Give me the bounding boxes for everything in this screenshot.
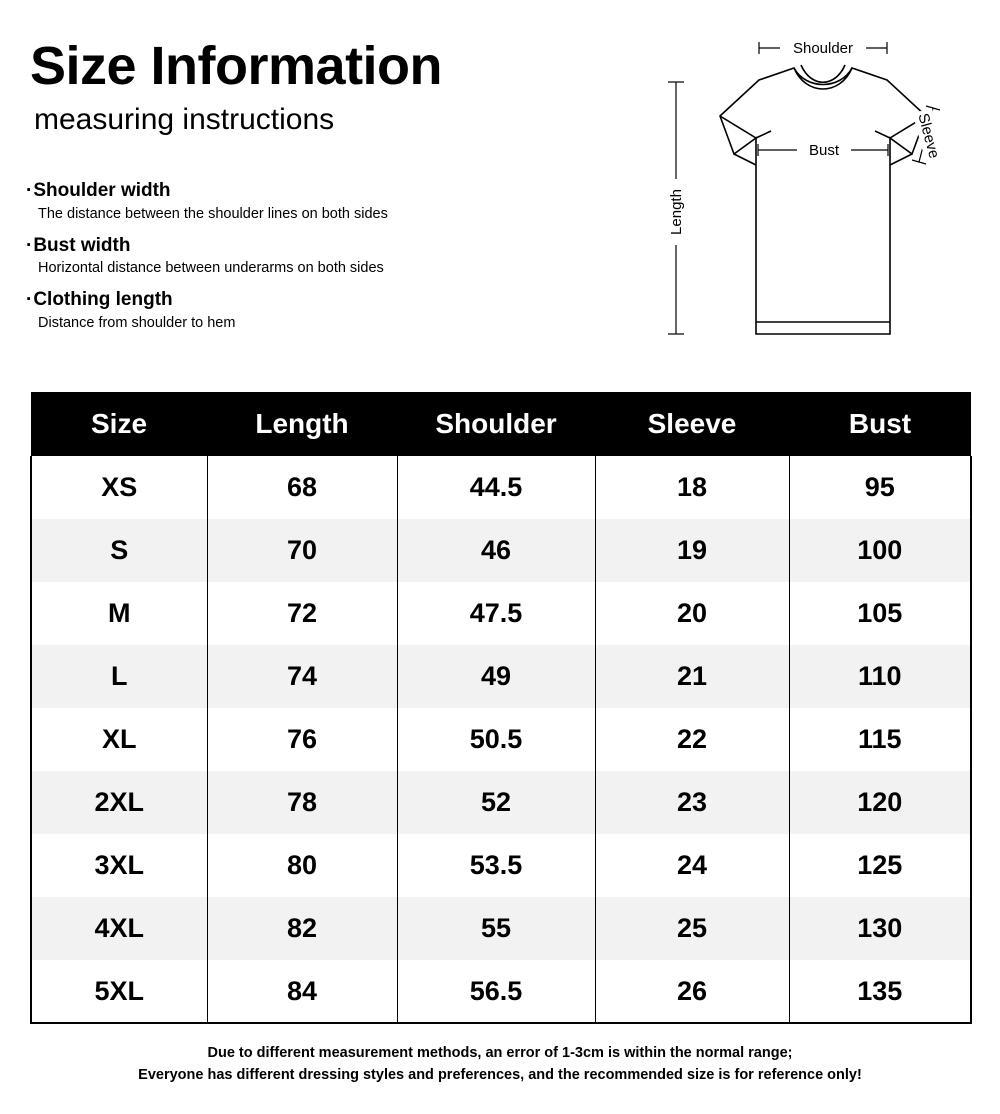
cell-sleeve: 22 — [595, 708, 789, 771]
instruction-label: Clothing length — [33, 289, 173, 311]
v-neck-t-shirt-measurement-diagram — [654, 34, 994, 374]
table-row — [31, 834, 971, 897]
cell-size: 5XL — [31, 960, 207, 1023]
cell-bust: 105 — [789, 582, 971, 645]
cell-shoulder: 50.5 — [397, 708, 595, 771]
cell-bust: 125 — [789, 834, 971, 897]
page-subtitle: measuring instructions — [34, 102, 335, 136]
cell-shoulder: 49 — [397, 645, 595, 708]
cell-bust: 135 — [789, 960, 971, 1023]
bullet-icon: · — [26, 234, 33, 256]
table-body — [31, 456, 971, 1023]
cell-length: 68 — [207, 456, 397, 519]
cell-sleeve: 19 — [595, 519, 789, 582]
instruction-description: The distance between the shoulder lines on both sides — [38, 205, 388, 222]
cell-length: 84 — [207, 960, 397, 1023]
cell-size: M — [31, 582, 207, 645]
cell-size: 2XL — [31, 771, 207, 834]
table-header-row — [31, 392, 971, 456]
instruction-heading — [26, 235, 646, 258]
bullet-icon: · — [26, 289, 33, 311]
diagram-label-sleeve: Sleeve — [914, 111, 943, 161]
cell-bust: 110 — [789, 645, 971, 708]
table-row — [31, 519, 971, 582]
instruction-item — [26, 180, 646, 224]
cell-shoulder: 52 — [397, 771, 595, 834]
cell-length: 72 — [207, 582, 397, 645]
cell-bust: 100 — [789, 519, 971, 582]
footer-note-line: Due to different measurement methods, an error of 1-3cm is within the normal range; — [207, 1045, 793, 1061]
column-header-shoulder: Shoulder — [397, 392, 595, 456]
cell-bust: 120 — [789, 771, 971, 834]
size-table — [30, 392, 972, 1024]
instruction-description: Distance from shoulder to hem — [38, 315, 236, 332]
cell-bust: 115 — [789, 708, 971, 771]
cell-length: 70 — [207, 519, 397, 582]
cell-sleeve: 21 — [595, 645, 789, 708]
table-row — [31, 960, 971, 1023]
bullet-icon: · — [26, 180, 33, 201]
cell-bust: 95 — [789, 456, 971, 519]
cell-length: 78 — [207, 771, 397, 834]
instruction-label: Shoulder width — [33, 180, 171, 201]
cell-shoulder: 56.5 — [397, 960, 595, 1023]
cell-length: 82 — [207, 897, 397, 960]
cell-sleeve: 25 — [595, 897, 789, 960]
page-title: Size Information — [30, 36, 443, 96]
table-row — [31, 582, 971, 645]
cell-bust: 130 — [789, 897, 971, 960]
footer-note-line: Everyone has different dressing styles and preferences, and the recommended size is for reference only! — [138, 1067, 862, 1084]
cell-length: 76 — [207, 708, 397, 771]
column-header-sleeve: Sleeve — [595, 392, 789, 456]
measuring-instructions-list — [26, 180, 646, 344]
instruction-description: Horizontal distance between underarms on both sides — [38, 260, 384, 277]
column-header-size: Size — [31, 392, 207, 456]
cell-length: 80 — [207, 834, 397, 897]
cell-sleeve: 20 — [595, 582, 789, 645]
diagram-label-shoulder: Shoulder — [792, 40, 854, 57]
cell-length: 74 — [207, 645, 397, 708]
instruction-item — [26, 235, 646, 279]
header-section — [0, 0, 1000, 380]
cell-size: S — [31, 519, 207, 582]
cell-size: XS — [31, 456, 207, 519]
footer-notes — [0, 1042, 1000, 1087]
table-row — [31, 771, 971, 834]
cell-shoulder: 46 — [397, 519, 595, 582]
instruction-heading — [26, 180, 646, 203]
cell-size: 4XL — [31, 897, 207, 960]
diagram-label-bust: Bust — [808, 142, 840, 159]
cell-shoulder: 53.5 — [397, 834, 595, 897]
table-row — [31, 897, 971, 960]
cell-size: XL — [31, 708, 207, 771]
table-row — [31, 456, 971, 519]
size-chart-table — [30, 392, 970, 1024]
cell-size: 3XL — [31, 834, 207, 897]
cell-sleeve: 18 — [595, 456, 789, 519]
title-block — [30, 38, 630, 136]
diagram-label-length: Length — [668, 189, 685, 235]
table-header — [31, 392, 971, 456]
cell-shoulder: 44.5 — [397, 456, 595, 519]
instruction-label: Bust width — [33, 234, 131, 256]
column-header-bust: Bust — [789, 392, 971, 456]
cell-shoulder: 55 — [397, 897, 595, 960]
table-row — [31, 645, 971, 708]
cell-size: L — [31, 645, 207, 708]
table-row — [31, 708, 971, 771]
instruction-heading — [26, 289, 646, 312]
cell-sleeve: 26 — [595, 960, 789, 1023]
cell-sleeve: 24 — [595, 834, 789, 897]
instruction-item — [26, 289, 646, 333]
cell-shoulder: 47.5 — [397, 582, 595, 645]
cell-sleeve: 23 — [595, 771, 789, 834]
column-header-length: Length — [207, 392, 397, 456]
